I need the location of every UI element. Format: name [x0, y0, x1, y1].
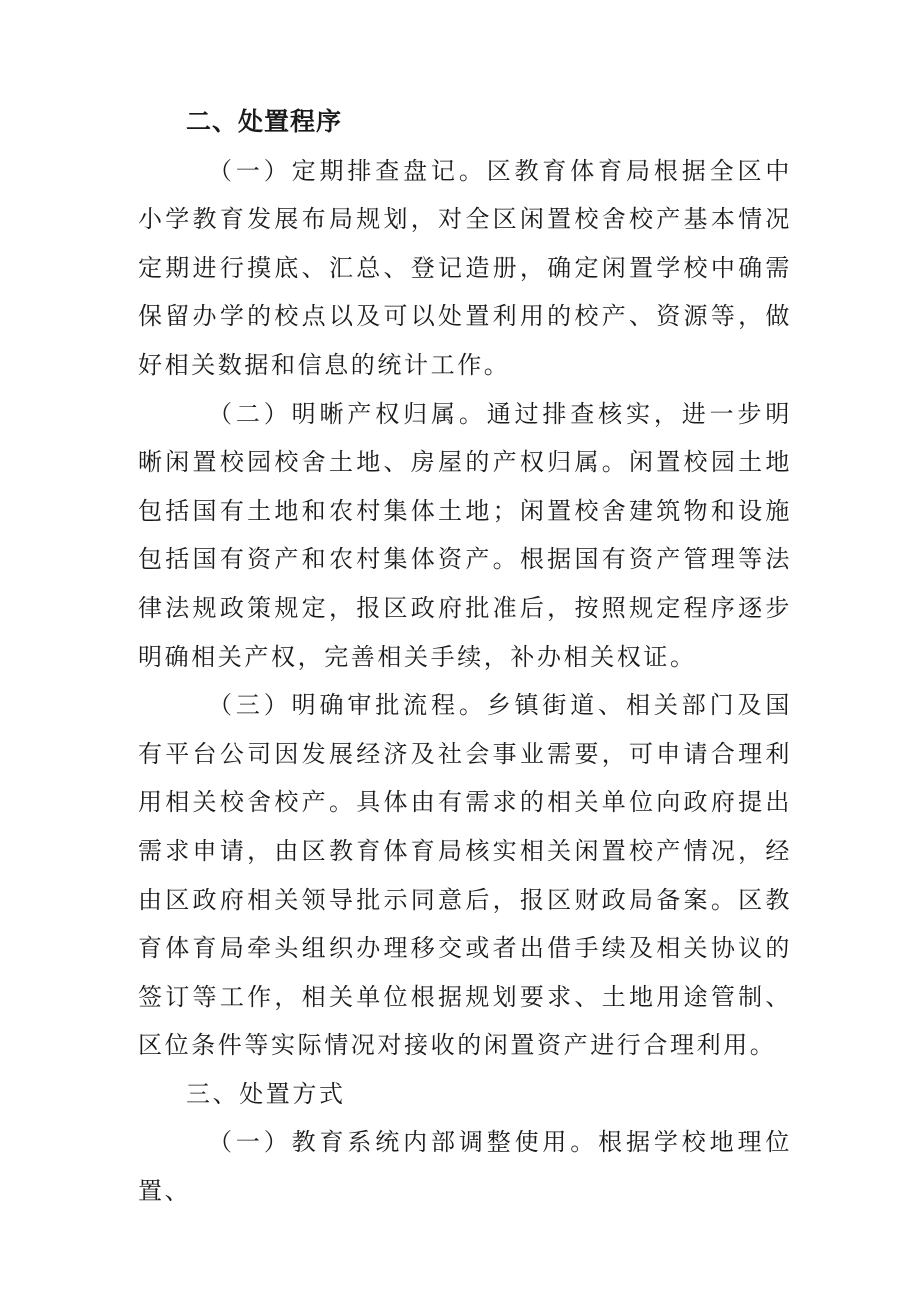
paragraph-approval-process: （三）明确审批流程。乡镇街道、相关部门及国有平台公司因发展经济及社会事业需要，可申请合理利用相关校舍校产。具体由有需求的相关单位向政府提出需求申请，由区教育体育局核实相关闲置校产情况，经由区政府相关领导批示同意后，报区财政局备案。区教育体育局牵头组织办理移交或者出借手续及相关协议的签订等工作，相关单位根据规划要求、土地用途管制、区位条件等实际情况对接收的闲置资产进行合理利用。 — [138, 691, 792, 1060]
paragraph-periodic-inspection: （一）定期排查盘记。区教育体育局根据全区中小学教育发展布局规划，对全区闲置校舍校产基本情况定期进行摸底、汇总、登记造册，确定闲置学校中确需保留办学的校点以及可以处置利用的校产、资源等，做好相关数据和信息的统计工作。 — [138, 156, 792, 379]
section-heading-methods: 三、处置方式 — [186, 1079, 346, 1108]
paragraph-property-rights: （二）明晰产权归属。通过排查核实，进一步明晰闲置校园校舍土地、房屋的产权归属。闲置校园土地包括国有土地和农村集体土地；闲置校舍建筑物和设施包括国有资产和农村集体资产。根据国有资产管理等法律法规政策规定，报区政府批准后，按照规定程序逐步明确相关产权，完善相关手续，补办相关权证。 — [138, 399, 792, 671]
document-body — [138, 98, 792, 1216]
section-heading-procedure: 二、处置程序 — [186, 107, 343, 136]
paragraph-internal-adjustment: （一）教育系统内部调整使用。根据学校地理位置、 — [138, 1128, 792, 1206]
